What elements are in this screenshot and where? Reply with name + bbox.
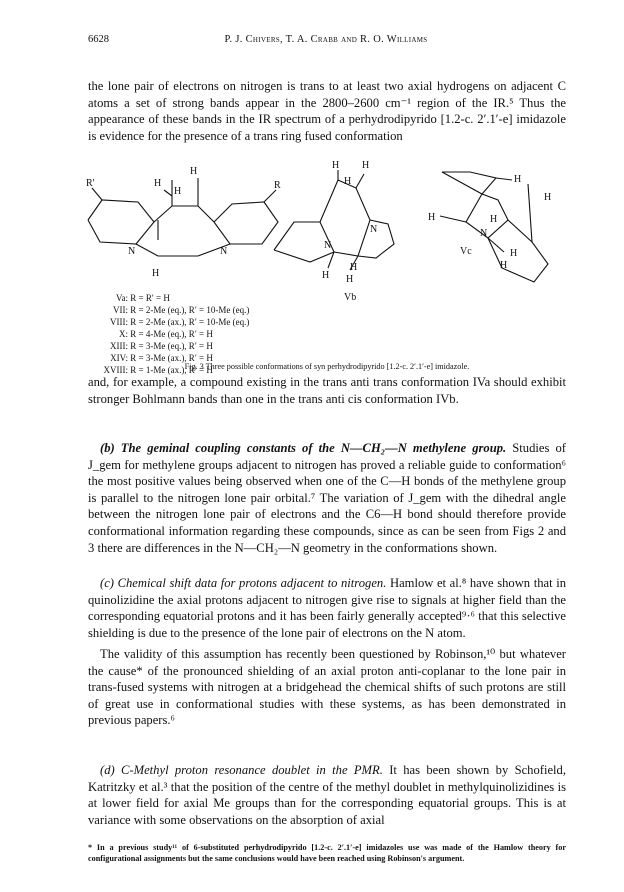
label-vb: Vb xyxy=(344,292,357,303)
section-d-body: It has been shown by Schofield, Katritzky et al.³ that the position of the centre of the methyl doublet in methylquinolizidines is at lower field for axial Me groups than for the corresponding equatorial groups. This is at variance with some observations on the absorption of axial xyxy=(88,763,566,827)
label-va-h3: H xyxy=(174,186,182,197)
structure-vc xyxy=(428,172,551,282)
label-va-h4: H xyxy=(152,268,160,279)
section-d-heading: (d) C-Methyl proton resonance doublet in the PMR. xyxy=(100,763,383,777)
substituent-text: R = 3-Me (ax.), R′ = H xyxy=(130,353,213,363)
label-vc-h4: H xyxy=(490,214,498,225)
section-c-paragraph xyxy=(88,575,566,641)
label-va-r: R xyxy=(274,180,281,191)
label-vb-h6: H xyxy=(346,274,354,285)
label-vc-h2: H xyxy=(544,192,552,203)
structure-va xyxy=(86,166,281,279)
section-d-paragraph xyxy=(88,762,566,828)
substituent-row xyxy=(92,292,249,304)
label-vc-h3: H xyxy=(428,212,436,223)
figure-caption: Fig. 3 Three possible conformations of syn perhydrodipyrido [1.2-c. 2′.1′-e] imidazole. xyxy=(184,362,470,371)
substituent-row xyxy=(92,316,249,328)
substituent-code: XIV: xyxy=(110,353,128,363)
substituent-text: R = R′ = H xyxy=(130,293,170,303)
mid-paragraph: and, for example, a compound existing in the trans anti trans conformation IVa should exhibit stronger Bohlmann bands than one in the trans anti cis conformation IVb. xyxy=(88,375,566,406)
page-number: 6628 xyxy=(88,34,109,45)
label-vb-h2: H xyxy=(362,160,370,171)
substituent-text: R = 4-Me (eq.), R′ = H xyxy=(130,329,213,339)
substituent-text: R = 2-Me (eq.), R′ = 10-Me (eq.) xyxy=(130,305,250,315)
label-vb-h1: H xyxy=(332,160,340,171)
top-paragraph: the lone pair of electrons on nitrogen is trans to at least two axial hydrogens on adjacent C atoms a set of strong bands appear in the 2800–2600 cm⁻¹ region of the IR.⁵ Thus the appearance of these bands in the IR spectrum of a perhydrodipyrido [1.2-c. 2′.1′-e] imidazole is evidence for the presence of a trans ring fused conformation xyxy=(88,79,566,143)
label-vb-h3: H xyxy=(344,176,352,187)
substituent-code: VIII: xyxy=(110,317,128,327)
label-vb-n2: N xyxy=(370,224,378,235)
substituent-text: R = 3-Me (eq.), R′ = H xyxy=(130,341,213,351)
section-b-heading: (b) The geminal coupling constants of the N—CH₂—N methylene group. xyxy=(100,441,507,455)
section-c-body: Hamlow et al.⁸ have shown that in quinolizidine the axial protons adjacent to nitrogen give rise to signals at higher field than the corresponding equatorial protons and it has been fairly generally accepted⁹·⁶ that this selective shielding is due to the presence of the lone pair of electrons on the N atom. xyxy=(88,576,566,640)
substituent-code: XIII: xyxy=(110,341,128,351)
substituent-row xyxy=(92,304,249,316)
footnote: * In a previous study¹¹ of 6-substituted perhydrodipyrido [1.2-c. 2′.1′-e] imidazoles use was made of the Hamlow theory for configurational assignments but the same conclusions would have been reached using Robinson's argument. xyxy=(88,843,566,863)
section-b-paragraph xyxy=(88,440,566,556)
label-va-n2: N xyxy=(220,246,228,257)
substituent-text: R = 1-Me (ax.), R′ = H xyxy=(130,365,213,375)
label-vc-h5: H xyxy=(510,248,518,259)
label-vc-n: N xyxy=(480,228,488,239)
label-vc-h1: H xyxy=(514,174,522,185)
substituent-code: XVIII: xyxy=(103,365,128,375)
running-head: P. J. Chivers, T. A. Crabb and R. O. Williams xyxy=(224,34,428,45)
label-va-h1: H xyxy=(190,166,198,177)
label-va-h2: H xyxy=(154,178,162,189)
label-va-n1: N xyxy=(128,246,136,257)
substituent-row xyxy=(92,340,249,352)
section-b-body: Studies of J_gem for methylene groups adjacent to nitrogen has proved a reliable guide to conformation⁶ the most positive values being observed when one of the C—H bonds of the methylene group is parallel to the nitrogen lone pair orbital.⁷ The variation of J_gem with the dihedral angle between the nitrogen lone pair of electrons and the C6—H bond should therefore provide conformational information regarding these compounds, since as can be seen from Figs 2 and 3 there are differences in the N—CH₂—N geometry in the conformations shown. xyxy=(88,441,566,555)
label-vb-n1: N xyxy=(324,240,332,251)
substituent-text: R = 2-Me (ax.), R′ = 10-Me (eq.) xyxy=(130,317,250,327)
substituent-code: X: xyxy=(119,329,128,339)
substituent-row xyxy=(92,328,249,340)
label-va-r1: R' xyxy=(86,178,95,189)
label-vc: Vc xyxy=(460,246,472,257)
substituent-code: Va: xyxy=(116,293,128,303)
label-vb-h4: H xyxy=(322,270,330,281)
section-c-heading: (c) Chemical shift data for protons adjacent to nitrogen. xyxy=(100,576,387,590)
page-header xyxy=(88,34,564,48)
validity-paragraph: The validity of this assumption has recently been questioned by Robinson,¹⁰ but whatever the cause* of the pronounced shielding of an axial proton anti-coplanar to the lone pair in trans-fused systems with nitrogen at a bridgehead the chemical shifts of such protons are still of great use in conformational studies with these systems, as has been demonstrated in previous papers.⁶ xyxy=(88,647,566,728)
label-vb-h5: H xyxy=(350,262,358,273)
substituent-code: VII: xyxy=(113,305,128,315)
label-vc-h6: H xyxy=(500,260,508,271)
structure-vb xyxy=(274,160,394,303)
